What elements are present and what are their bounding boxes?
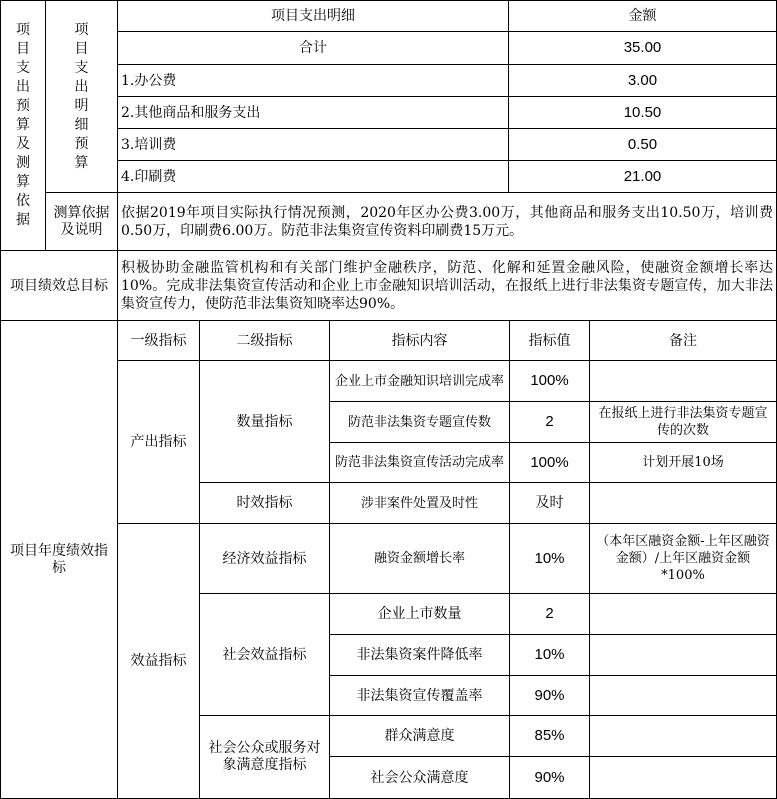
indicator-remark-timeliness <box>590 483 777 524</box>
indicator-content-public: 群众满意度 <box>330 716 510 757</box>
indicator-remark-case-reduction <box>590 635 777 676</box>
indicator-value-coverage: 90% <box>510 676 590 716</box>
indicator-content-coverage: 非法集资宣传覆盖率 <box>330 676 510 716</box>
group-economic: 经济效益指标 <box>200 524 330 594</box>
other-goods-amount: 10.50 <box>509 97 777 129</box>
indicator-content-society: 社会公众满意度 <box>330 757 510 799</box>
group-quantity: 数量指标 <box>200 361 330 483</box>
indicator-content-promo-activity: 防范非法集资宣传活动完成率 <box>330 443 510 483</box>
total-label: 合计 <box>118 32 509 65</box>
office-fee-label: 1.办公费 <box>118 65 509 97</box>
indicator-remark-training <box>590 361 777 402</box>
training-fee-label: 3.培训费 <box>118 129 509 161</box>
indicator-content-case-reduction: 非法集资案件降低率 <box>330 635 510 676</box>
indicator-value-listing: 2 <box>510 594 590 635</box>
header-amount: 金额 <box>509 0 777 32</box>
indicator-value-case-reduction: 10% <box>510 635 590 676</box>
indicator-content-timeliness: 涉非案件处置及时性 <box>330 483 510 524</box>
indicators-label: 项目年度绩效指标 <box>0 321 118 799</box>
indicator-content-training: 企业上市金融知识培训完成率 <box>330 361 510 402</box>
indicator-content-promo-count: 防范非法集资专题宣传数 <box>330 402 510 443</box>
group-social: 社会效益指标 <box>200 594 330 716</box>
header-content: 指标内容 <box>330 321 510 361</box>
indicator-remark-public <box>590 716 777 757</box>
header-level2: 二级指标 <box>200 321 330 361</box>
indicator-content-listing: 企业上市数量 <box>330 594 510 635</box>
indicator-remark-promo-count: 在报纸上进行非法集资专题宣传的次数 <box>590 402 777 443</box>
printing-fee-label: 4.印刷费 <box>118 161 509 193</box>
basis-label: 测算依据及说明 <box>46 193 118 251</box>
indicator-value-society: 90% <box>510 757 590 799</box>
training-fee-amount: 0.50 <box>509 129 777 161</box>
group-benefit: 效益指标 <box>118 524 200 799</box>
header-remark: 备注 <box>590 321 777 361</box>
indicator-remark-financing: （本年区融资金额-上年区融资金额）/上年区融资金额*100% <box>590 524 777 594</box>
group-output: 产出指标 <box>118 361 200 524</box>
group-satisfaction: 社会公众或服务对象满意度指标 <box>200 716 330 799</box>
goal-label: 项目绩效总目标 <box>0 251 118 321</box>
detail-budget-label: 项 目 支 出 明 细 预 算 <box>46 0 118 193</box>
indicator-value-training: 100% <box>510 361 590 402</box>
indicator-value-public: 85% <box>510 716 590 757</box>
indicator-value-promo-count: 2 <box>510 402 590 443</box>
office-fee-amount: 3.00 <box>509 65 777 97</box>
indicator-remark-coverage <box>590 676 777 716</box>
other-goods-label: 2.其他商品和服务支出 <box>118 97 509 129</box>
indicator-remark-listing <box>590 594 777 635</box>
group-timeliness: 时效指标 <box>200 483 330 524</box>
header-value: 指标值 <box>510 321 590 361</box>
total-amount: 35.00 <box>509 32 777 65</box>
basis-text: 依据2019年项目实际执行情况预测，2020年区办公费3.00万，其他商品和服务支出10.50万，培训费0.50万，印刷费6.00万。防范非法集资宣传资料印刷费15万元。 <box>118 193 777 251</box>
indicator-value-financing: 10% <box>510 524 590 594</box>
indicator-content-financing: 融资金额增长率 <box>330 524 510 594</box>
header-item: 项目支出明细 <box>118 0 509 32</box>
printing-fee-amount: 21.00 <box>509 161 777 193</box>
indicator-value-timeliness: 及时 <box>510 483 590 524</box>
indicator-remark-promo-activity: 计划开展10场 <box>590 443 777 483</box>
goal-text: 积极协助金融监管机构和有关部门维护金融秩序，防范、化解和延置金融风险，使融资金额增长率达10%。完成非法集资宣传活动和企业上市金融知识培训活动，在报纸上进行非法集资专题宣传，加大非法集资宣传力，使防范非法集资知晓率达90%。 <box>118 251 777 321</box>
header-level1: 一级指标 <box>118 321 200 361</box>
indicator-remark-society <box>590 757 777 799</box>
budget-side-label: 项 目 支 出 预 算 及 测 算 依 据 <box>0 0 46 251</box>
indicator-value-promo-activity: 100% <box>510 443 590 483</box>
